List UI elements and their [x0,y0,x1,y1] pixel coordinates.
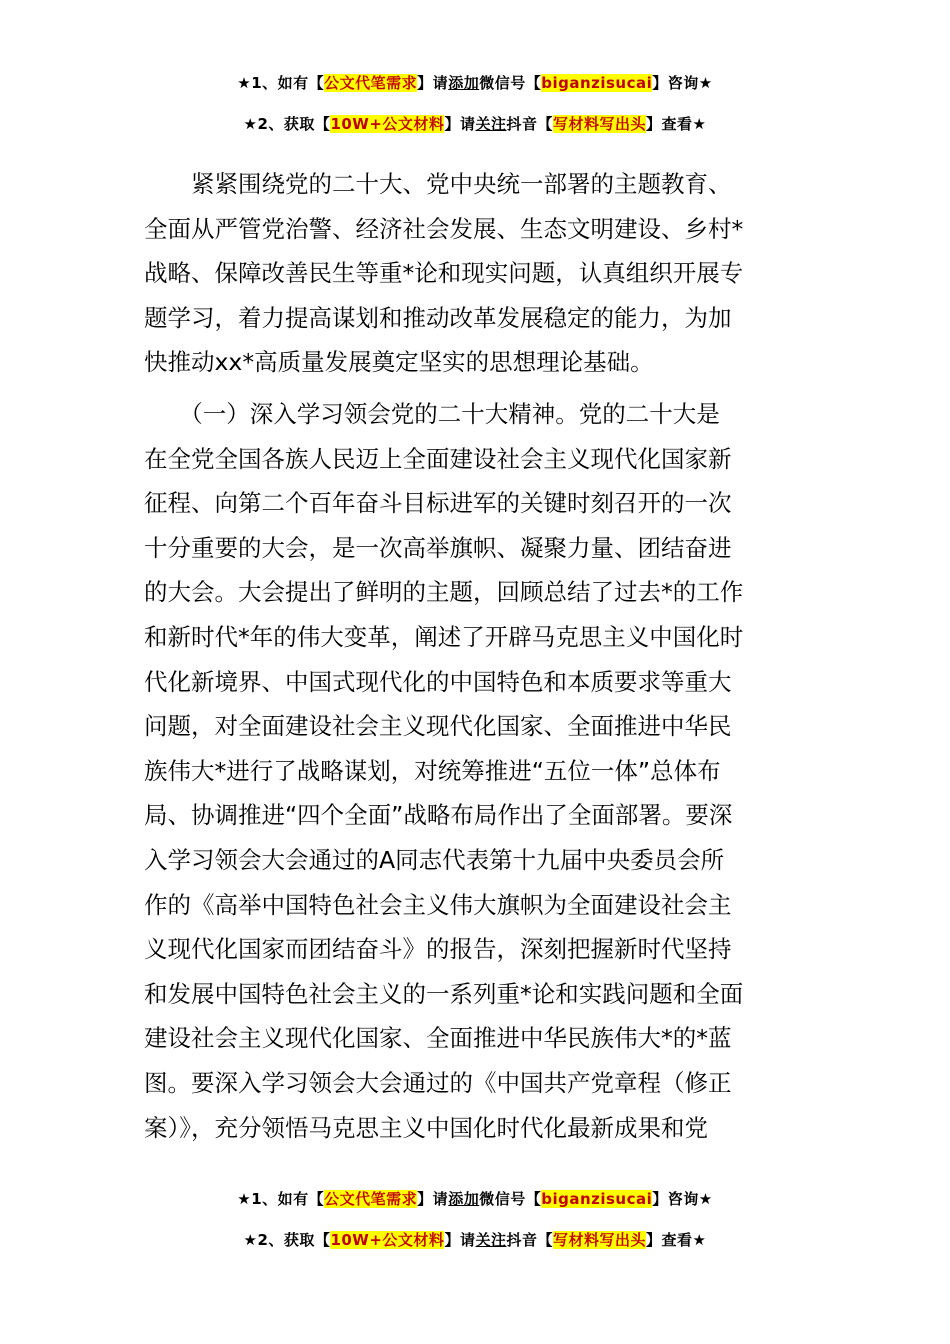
text-line: 紧紧围绕党的二十大、党中央统一部署的主题教育、 [144,170,732,198]
text-line: 题学习，着力提高谋划和推动改革发展稳定的能力，为加 [144,303,732,332]
text-line: 作的《高举中国特色社会主义伟大旗帜为全面建设社会主 [144,890,732,919]
promo-line-2-top [0,113,950,134]
promo-highlight: 公文代笔需求 [324,1190,418,1208]
promo-douyin-id: 写材料写出头 [552,1231,646,1249]
text-line: 征程、向第二个百年奋斗目标进军的关键时刻召开的一次 [144,489,732,518]
promo-highlight: 公文代笔需求 [324,74,418,92]
text-line: 案）》，充分领悟马克思主义中国化时代化最新成果和党 [144,1113,708,1142]
promo-underline: 关注 [475,1231,507,1249]
promo-text: 】查看★ [646,1231,707,1249]
promo-text: 微信号【 [479,74,542,92]
promo-wechat-id: biganzisucai [541,74,653,92]
text-line: 建设社会主义现代化国家、全面推进中华民族伟大*的*蓝 [144,1024,732,1053]
promo-underline: 关注 [475,115,507,133]
text-line: 和发展中国特色社会主义的一系列重*论和实践问题和全面 [144,979,744,1008]
promo-text: 】请 [417,74,449,92]
text-line: 族伟大*进行了战略谋划，对统筹推进“五位一体”总体布 [144,756,721,785]
text-line: 义现代化国家而团结奋斗》的报告，深刻把握新时代坚持 [144,935,732,964]
promo-line-1-bottom [0,1188,950,1209]
text-line: 入学习领会大会通过的A同志代表第十九届中央委员会所 [144,845,725,874]
text-line: 和新时代*年的伟大变革，阐述了开辟马克思主义中国化时 [144,622,744,651]
promo-line-2-bottom [0,1229,950,1250]
promo-text: ★1、如有【 [237,1190,325,1208]
paragraph-section-1 [144,392,816,1150]
text-line: 在全党全国各族人民迈上全面建设社会主义现代化国家新 [144,444,732,473]
text-line: 战略、保障改善民生等重*论和现实问题，认真组织开展专 [144,259,744,288]
text-line: 十分重要的大会，是一次高举旗帜、凝聚力量、团结奋进 [144,533,732,562]
paragraph-intro [144,162,816,385]
promo-wechat-id: biganzisucai [541,1190,653,1208]
promo-underline: 添加 [448,74,480,92]
promo-text: 】查看★ [646,115,707,133]
promo-line-1-top [0,72,950,93]
text-line: 局、协调推进“四个全面”战略布局作出了全面部署。要深 [144,801,733,830]
text-line: 问题，对全面建设社会主义现代化国家、全面推进中华民 [144,712,732,741]
promo-text: ★1、如有【 [237,74,325,92]
text-line: 图。要深入学习领会大会通过的《中国共产党章程（修正 [144,1068,732,1097]
promo-text: 】咨询★ [652,1190,713,1208]
promo-text: 微信号【 [479,1190,542,1208]
text-line: 的大会。大会提出了鲜明的主题，回顾总结了过去*的工作 [144,578,744,607]
promo-highlight: 10W+公文材料 [330,115,445,133]
promo-text: 】咨询★ [652,74,713,92]
promo-underline: 添加 [448,1190,480,1208]
promo-text: ★2、获取【 [243,115,331,133]
text-line: 代化新境界、中国式现代化的中国特色和本质要求等重大 [144,667,732,696]
promo-text: 】请 [444,115,476,133]
promo-text: 抖音【 [506,115,553,133]
promo-text: 】请 [444,1231,476,1249]
promo-highlight: 10W+公文材料 [330,1231,445,1249]
text-line: 全面从严管党治警、经济社会发展、生态文明建设、乡村* [144,214,744,243]
promo-text: ★2、获取【 [243,1231,331,1249]
text-line: （一）深入学习领会党的二十大精神。党的二十大是 [144,400,720,428]
text-line: 快推动xx*高质量发展奠定坚实的思想理论基础。 [144,348,654,377]
promo-douyin-id: 写材料写出头 [552,115,646,133]
promo-text: 抖音【 [506,1231,553,1249]
promo-text: 】请 [417,1190,449,1208]
